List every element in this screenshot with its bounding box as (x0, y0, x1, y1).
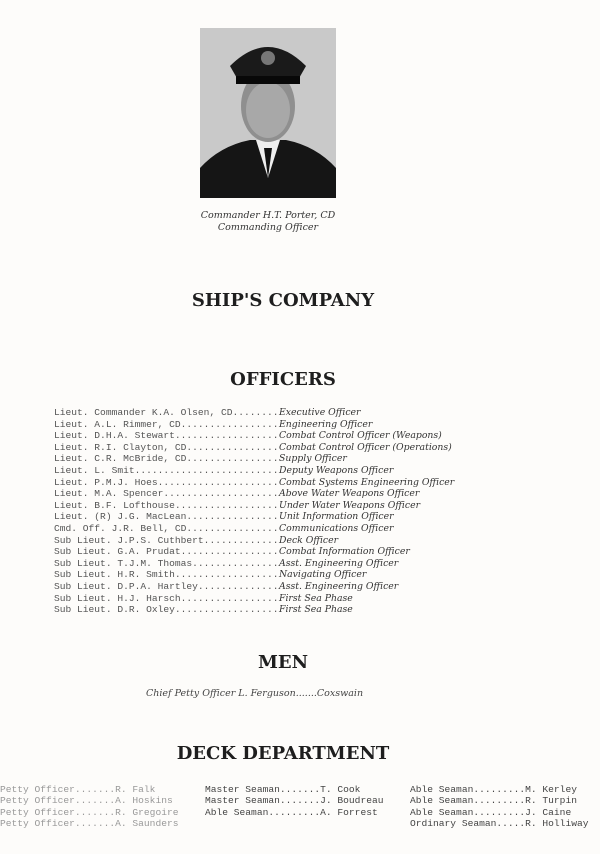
officer-name: Sub Lieut. H.R. Smith.................. (54, 569, 279, 581)
officer-name: Lieut. B.F. Lofthouse.................. (54, 499, 279, 511)
officer-name: Lieut. L. Smit......................... (54, 465, 279, 476)
coxswain-line: Chief Petty Officer L. Ferguson.......Coxswain (146, 688, 364, 699)
officer-name: Lieut. (R) J.G. MacLean................ (54, 511, 279, 523)
page-title: SHIP'S COMPANY (191, 290, 375, 311)
officer-name: Sub Lieut. J.P.S. Cuthbert............. (54, 534, 279, 546)
officer-duty: Executive Officer (279, 407, 361, 418)
crew-entry: Petty Officer.......R. Gregoire (0, 806, 179, 818)
officer-name: Lieut. C.R. McBride, CD................ (54, 453, 279, 465)
crew-entry: Petty Officer.......A. Hoskins (0, 795, 173, 807)
officer-duty: Combat Information Officer (279, 546, 410, 558)
officer-duty: First Sea Phase (279, 592, 353, 604)
crew-entry: Able Seaman.........R. Turpin (410, 795, 577, 807)
officer-duty: Combat Systems Engineering Officer (279, 476, 455, 488)
crew-entry: Able Seaman.........A. Forrest (205, 806, 378, 818)
commanding-officer-portrait (200, 28, 336, 198)
officer-name: Lieut. A.L. Rimmer, CD................. (54, 418, 279, 430)
officer-name: Sub Lieut. D.P.A. Hartley.............. (54, 581, 279, 592)
officer-name: Lieut. M.A. Spencer.................... (54, 488, 279, 500)
crew-entry: Able Seaman.........J. Caine (410, 806, 572, 818)
officer-duty: Communications Officer (279, 523, 394, 534)
officer-name: Sub Lieut. T.J.M. Thomas............... (54, 557, 279, 569)
officer-name: Sub Lieut. D.R. Oxley.................. (54, 604, 279, 616)
officer-duty: Engineering Officer (279, 418, 373, 430)
officer-duty: First Sea Phase (279, 604, 353, 616)
officer-name: Sub Lieut. H.J. Harsch................. (54, 592, 279, 604)
crew-entry: Petty Officer.......R. Falk (0, 784, 156, 795)
officer-duty: Combat Control Officer (Operations) (279, 441, 452, 453)
officer-duty: Supply Officer (279, 453, 347, 465)
crew-entry: Master Seaman.......J. Boudreau (205, 795, 384, 807)
officer-name: Lieut. P.M.J. Hoes..................... (54, 476, 279, 488)
officer-duty: Deputy Weapons Officer (279, 465, 394, 476)
men-heading: MEN (257, 652, 309, 673)
officer-name: Lieut. D.H.A. Stewart.................. (54, 430, 279, 442)
officer-duty: Deck Officer (279, 534, 339, 546)
crew-entry: Ordinary Seaman.....R. Holliway (410, 817, 589, 829)
officer-name: Lieut. Commander K.A. Olsen, CD........ (54, 407, 279, 418)
officer-name: Cmd. Off. J.R. Bell, CD................ (54, 523, 279, 534)
deck-department-heading: DECK DEPARTMENT (176, 743, 390, 764)
crew-entry: Master Seaman.......T. Cook (205, 784, 361, 795)
portrait-caption-name: Commander H.T. Porter, CD (200, 210, 336, 221)
officer-name: Sub Lieut. G.A. Prudat................. (54, 546, 279, 558)
officer-duty: Asst. Engineering Officer (279, 581, 399, 592)
crew-entry: Petty Officer.......A. Saunders (0, 817, 179, 829)
officer-duty: Above Water Weapons Officer (279, 488, 420, 500)
officer-duty: Asst. Engineering Officer (279, 557, 399, 569)
officer-duty: Navigating Officer (279, 569, 367, 581)
officer-duty: Unit Information Officer (279, 511, 394, 523)
officer-duty: Combat Control Officer (Weapons) (279, 430, 442, 442)
portrait-caption-role: Commanding Officer (217, 222, 319, 233)
officer-name: Lieut. R.I. Clayton, CD................ (54, 441, 279, 453)
officer-duty: Under Water Weapons Officer (279, 499, 421, 511)
officers-heading: OFFICERS (230, 369, 336, 390)
crew-entry: Able Seaman.........M. Kerley (410, 784, 577, 795)
